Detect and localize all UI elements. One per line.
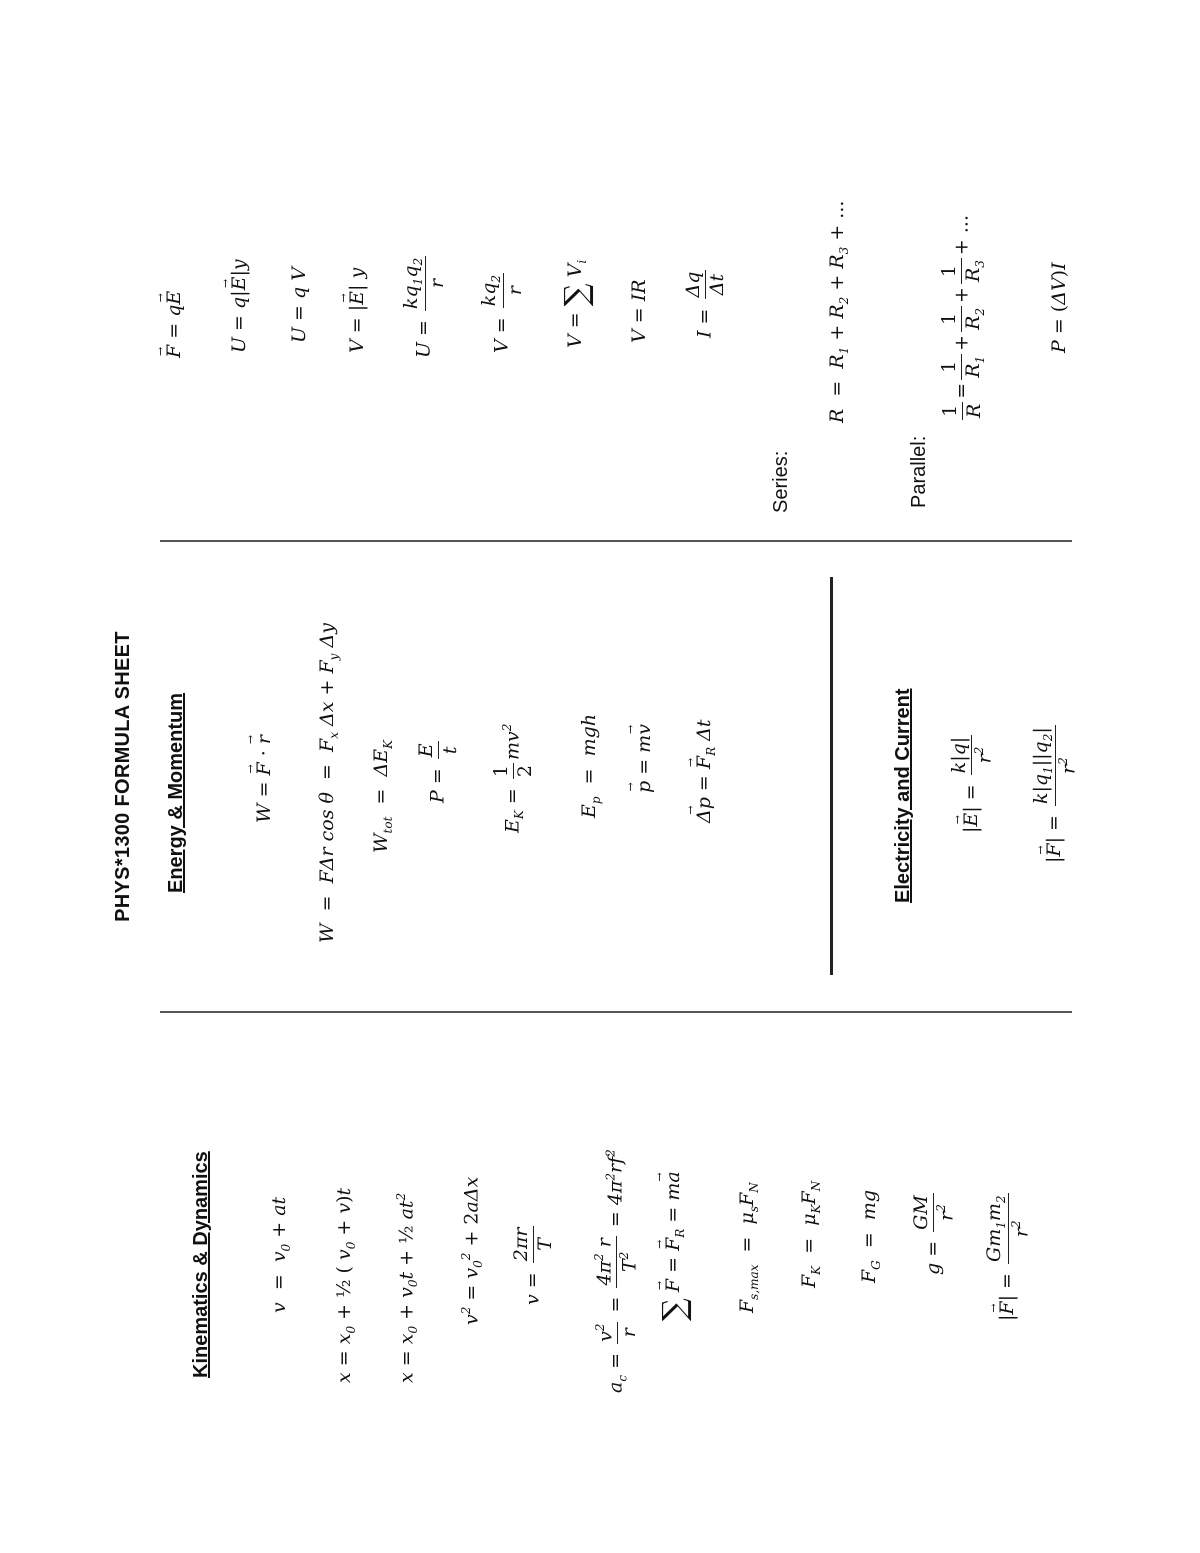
formula-electricity-10: V = IR [628, 279, 650, 343]
formula-electricity-4: U = q|→ E|y [230, 259, 249, 353]
formula-power: P = (ΔV)I [1048, 262, 1070, 353]
formula-kinematics-9: $F_K = \mu_KF_N$ [798, 1180, 823, 1288]
formula-electricity-8: V = $kq_2$ r [478, 274, 527, 353]
formula-electricity-2: |→ F| = $k|q_1||q_2|$ $r^2$ [1030, 722, 1080, 863]
formula-energy-1: W = → F · → r [255, 735, 274, 823]
formula-kinematics-8: $F_{s,max} = \mu_sF_N$ [736, 1182, 761, 1313]
series-label: Series: [770, 450, 792, 513]
formula-series-resistance: $R = R_1 + R_2 + R_3$ + ... [826, 200, 851, 423]
formula-energy-8: → Δp = → $F_R$ Δt [695, 719, 717, 823]
formula-kinematics-2: $x = x_0$ + ½ ( $v_0 + v)t$ [333, 1187, 358, 1383]
column-divider-left [160, 1011, 1072, 1013]
section-heading-electricity: Electricity and Current [892, 688, 914, 903]
section-heading-kinematics: Kinematics & Dynamics [190, 1151, 212, 1378]
formula-kinematics-1: $v = v_0$ + at [268, 1196, 293, 1313]
formula-kinematics-11: g = GM $r^2$ [910, 1195, 958, 1275]
formula-energy-5: $E_K$ = 1 2 $mv^2$ [490, 723, 536, 833]
middle-column-rule [830, 577, 833, 975]
formula-electricity-3: → F = q→ E [165, 291, 184, 358]
formula-kinematics-7: ∑ → F = → $F_R = m\to a$ [658, 1171, 690, 1321]
formula-kinematics-3: $x = x_0 + v_0t$ + ½ $at^2$ [394, 1192, 421, 1383]
formula-electricity-1: |→ E| = k|q| $r^2$ [948, 732, 996, 833]
formula-kinematics-5: v = 2πr T [510, 1227, 556, 1305]
formula-electricity-7: U = $kq_1q_2$ r [400, 257, 449, 358]
formula-electricity-9: V = ∑ $V_i$ [557, 259, 595, 348]
section-heading-energy: Energy & Momentum [165, 692, 187, 893]
formula-electricity-5: U = q V [288, 267, 310, 343]
formula-kinematics-4: $v^2 = v_0^2 + 2a\Delta x$ [459, 1176, 486, 1325]
formula-energy-4: P = E t [415, 743, 461, 803]
formula-electricity-11: I = Δq Δt [682, 271, 728, 338]
column-divider-right [160, 540, 1072, 542]
formula-energy-2: W = FΔr $\cos \theta = F_x$ $\Delta x + F_y$ Δy [316, 623, 341, 943]
parallel-label: Parallel: [908, 435, 930, 508]
formula-electricity-6: V = |→ E| y [348, 268, 367, 353]
formula-energy-7: → p = m→ v [635, 724, 654, 793]
formula-energy-6: $E_p$ = mgh [578, 713, 603, 818]
formula-kinematics-12: |→ F| = $Gm_1m_2$ $r^2$ [983, 1190, 1033, 1321]
formula-parallel-resistance: 1 R = 1 $R_1$ + 1 $R_2$ + 1 $R_3$ + ... [938, 214, 987, 418]
formula-kinematics-6: $a_c$ = $v^2$ r = $4\pi^2$ r $T^2$ = $4\pi^2rf^2$ [592, 1149, 641, 1393]
page-title: PHYS*1300 FORMULA SHEET [112, 631, 134, 922]
formula-kinematics-10: $F_G$ = mg [858, 1189, 883, 1283]
formula-energy-3: $W_{tot} = \Delta E_K$ [370, 739, 395, 853]
